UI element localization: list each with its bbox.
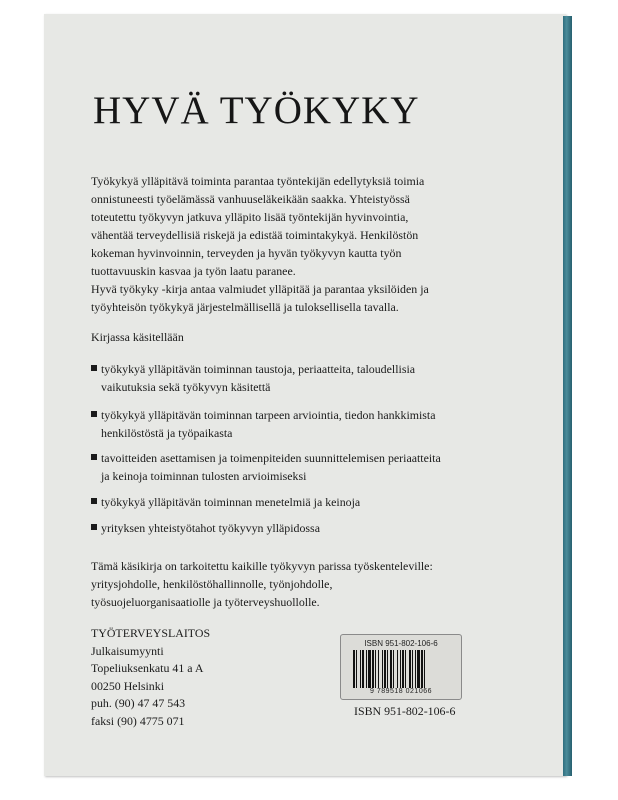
list-item bbox=[91, 406, 451, 442]
publisher-phone: puh. (90) 47 47 543 bbox=[91, 696, 186, 711]
purpose-paragraph: Hyvä työkyky -kirja antaa valmiudet ylläpitää ja parantaa yksilöiden ja työyhteisön työkykyä järjestelmällisellä ja tuloksellisella tavalla. bbox=[91, 282, 429, 314]
publisher-department: Julkaisumyynti bbox=[91, 643, 164, 658]
list-item-text: työkykyä ylläpitävän toiminnan menetelmiä ja keinoja bbox=[101, 495, 361, 509]
list-item bbox=[91, 360, 451, 396]
barcode-isbn-label: ISBN 951-802-106-6 bbox=[364, 639, 438, 648]
book-spine bbox=[563, 16, 572, 776]
barcode-digits: 9 789518 021066 bbox=[370, 688, 432, 695]
bullet-square-icon bbox=[91, 365, 97, 371]
list-item bbox=[91, 449, 451, 485]
list-item-text: työkykyä ylläpitävän toiminnan tarpeen arviointia, tiedon hankkimista henkilöstöstä ja työpaikasta bbox=[101, 408, 436, 440]
publisher-name: TYÖTERVEYSLAITOS bbox=[91, 626, 211, 640]
audience-paragraph: Tämä käsikirja on tarkoitettu kaikille työkyvyn parissa työskenteleville: yritysjohdolle, henkilöstöhallinnolle, työnjohdolle, työsuojeluorganisaatiolle ja työterveyshuollolle. bbox=[91, 559, 433, 609]
publisher-fax: faksi (90) 4775 071 bbox=[91, 713, 185, 728]
bullet-square-icon bbox=[91, 524, 97, 530]
contents-heading: Kirjassa käsitellään bbox=[91, 330, 184, 344]
bullet-square-icon bbox=[91, 454, 97, 460]
bullet-square-icon bbox=[91, 498, 97, 504]
publisher-city: 00250 Helsinki bbox=[91, 678, 164, 693]
isbn-text: ISBN 951-802-106-6 bbox=[354, 704, 456, 718]
list-item-text: tavoitteiden asettamisen ja toimenpiteiden suunnittelemisen periaatteita ja keinoja toiminnan tulosten arvioimiseksi bbox=[101, 451, 441, 483]
publisher-block bbox=[91, 625, 210, 731]
intro-paragraph: Työkykyä ylläpitävä toiminta parantaa työntekijän edellytyksiä toimia onnistuneesti työelämässä vanhuuseläkeikään saakka. Yhteistyössä toteutettu työkyvyn jatkuva ylläpito lisää työntekijän hyvinvointia, vähentää terveydellisiä riskejä ja edistää toimintakykyä. Henkilöstön kokeman hyvinvoinnin, terveyden ja hyvän työkyvyn kautta työn tuottavuuskin kasvaa ja työn laatu paranee. bbox=[91, 174, 425, 278]
book-title: HYVÄ TYÖKYKY bbox=[93, 89, 420, 132]
list-item bbox=[91, 519, 451, 537]
list-item bbox=[91, 493, 451, 511]
barcode-icon bbox=[353, 650, 449, 688]
list-item-text: yrityksen yhteistyötahot työkyvyn ylläpidossa bbox=[101, 521, 320, 535]
bullet-square-icon bbox=[91, 411, 97, 417]
barcode-sticker bbox=[340, 634, 462, 700]
list-item-text: työkykyä ylläpitävän toiminnan taustoja, periaatteita, taloudellisia vaikutuksia sekä työkyvyn käsitettä bbox=[101, 362, 416, 394]
publisher-street: Topeliuksenkatu 41 a A bbox=[91, 661, 204, 676]
